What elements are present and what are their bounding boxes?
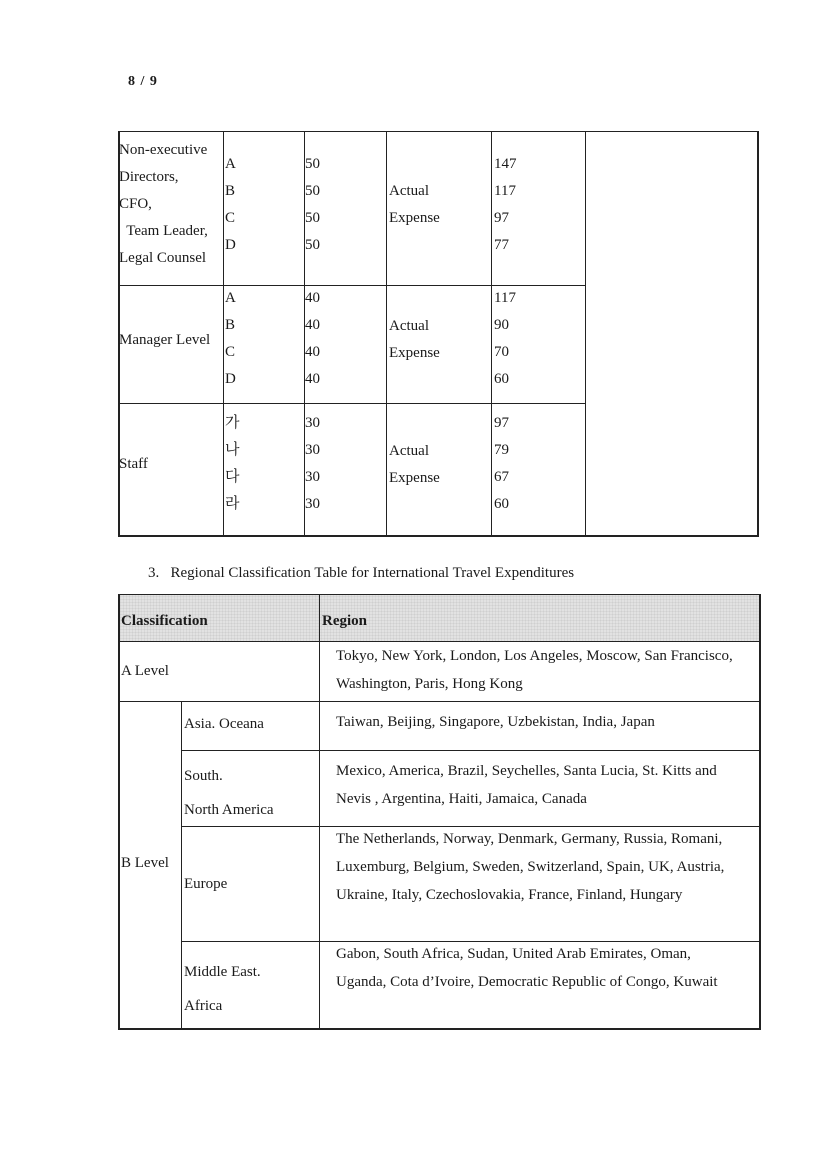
amount: 79	[494, 442, 509, 458]
amount-list	[494, 285, 516, 393]
column-divider	[319, 594, 320, 1028]
area-europe: Europe	[184, 876, 228, 892]
lodging-text	[389, 313, 440, 367]
rate: 50	[305, 237, 320, 253]
grade: 다	[225, 469, 240, 485]
group-title	[119, 451, 148, 478]
rate: 50	[305, 156, 320, 172]
grade: 라	[225, 496, 240, 512]
grade: B	[225, 317, 236, 333]
rate-list	[305, 151, 320, 259]
amount-list	[494, 151, 517, 259]
column-divider	[491, 131, 492, 535]
amount: 77	[494, 237, 509, 253]
amount-list	[494, 410, 509, 518]
row-divider	[181, 750, 759, 751]
grade: D	[225, 371, 236, 387]
a-level-label: A Level	[121, 663, 169, 679]
regions-asia-oceana: Taiwan, Beijing, Singapore, Uzbekistan, India, Japan	[336, 714, 655, 730]
title-line: CFO,	[119, 196, 152, 212]
amount: 97	[494, 415, 509, 431]
regions-south-north-america: Mexico, America, Brazil, Seychelles, Santa Lucia, St. Kitts and Nevis , Argentina, Haiti, Jamaica, Canada	[336, 763, 717, 807]
rate-list	[305, 410, 320, 518]
area-line: Middle East.	[184, 964, 261, 980]
column-divider	[386, 131, 387, 535]
group-title	[119, 137, 208, 272]
title-line: Non-executive	[119, 142, 208, 158]
grade: 나	[225, 442, 240, 458]
lodging-line: Actual	[389, 183, 429, 199]
rate: 30	[305, 442, 320, 458]
rate: 30	[305, 415, 320, 431]
amount: 70	[494, 344, 509, 360]
title-line: Directors,	[119, 169, 179, 185]
amount: 67	[494, 469, 509, 485]
rate: 40	[305, 371, 320, 387]
grade: B	[225, 183, 236, 199]
grade: C	[225, 210, 236, 226]
rate: 30	[305, 469, 320, 485]
area-asia-oceana: Asia. Oceana	[184, 716, 264, 732]
row-divider	[118, 403, 586, 404]
grade-list	[225, 410, 240, 518]
lodging-line: Actual	[389, 318, 429, 334]
header-region: Region	[322, 613, 367, 629]
grade: D	[225, 237, 236, 253]
allowance-table	[118, 131, 759, 537]
amount: 90	[494, 317, 509, 333]
section-caption: 3. Regional Classification Table for International Travel Expenditures	[148, 565, 575, 581]
rate: 50	[305, 183, 320, 199]
header-classification: Classification	[121, 613, 208, 629]
rate: 50	[305, 210, 320, 226]
column-divider	[223, 131, 224, 535]
region-table	[118, 594, 761, 1030]
rate: 30	[305, 496, 320, 512]
area-middle-east-africa	[184, 955, 261, 1023]
lodging-line: Expense	[389, 345, 440, 361]
area-south-north-america	[184, 759, 274, 827]
b-level-label: B Level	[121, 855, 169, 871]
grade: A	[225, 290, 236, 306]
title-line: Team Leader,	[119, 223, 208, 239]
lodging-line: Expense	[389, 470, 440, 486]
row-divider	[118, 701, 759, 702]
lodging-text	[389, 178, 440, 232]
grade: 가	[225, 415, 240, 431]
amount: 97	[494, 210, 509, 226]
lodging-line: Actual	[389, 443, 429, 459]
page-number: 8 / 9	[128, 74, 158, 89]
amount: 117	[494, 290, 516, 306]
grade: A	[225, 156, 236, 172]
title-line: Legal Counsel	[119, 250, 207, 266]
area-line: North America	[184, 802, 274, 818]
column-divider	[585, 131, 586, 535]
group-title	[119, 327, 210, 354]
regions-middle-east-africa: Gabon, South Africa, Sudan, United Arab Emirates, Oman, Uganda, Cota d’Ivoire, Democratic Republic of Congo, Kuwait	[336, 946, 718, 990]
grade: C	[225, 344, 236, 360]
grade-list	[225, 285, 236, 393]
regions-europe: The Netherlands, Norway, Denmark, Germany, Russia, Romani, Luxemburg, Belgium, Sweden, Switzerland, Spain, UK, Austria, Ukraine, Italy, Czechoslovakia, France, Finland, Hungary	[336, 831, 725, 903]
lodging-text	[389, 438, 440, 492]
amount: 60	[494, 496, 509, 512]
rate: 40	[305, 317, 320, 333]
grade-list	[225, 151, 236, 259]
lodging-line: Expense	[389, 210, 440, 226]
amount: 60	[494, 371, 509, 387]
rate: 40	[305, 290, 320, 306]
amount: 147	[494, 156, 517, 172]
title-line: Manager Level	[119, 332, 211, 348]
rate: 40	[305, 344, 320, 360]
area-line: Africa	[184, 998, 223, 1014]
area-line: South.	[184, 768, 223, 784]
rate-list	[305, 285, 320, 393]
title-line: Staff	[119, 456, 148, 472]
amount: 117	[494, 183, 516, 199]
a-level-regions: Tokyo, New York, London, Los Angeles, Moscow, San Francisco, Washington, Paris, Hong Kong	[336, 648, 733, 692]
